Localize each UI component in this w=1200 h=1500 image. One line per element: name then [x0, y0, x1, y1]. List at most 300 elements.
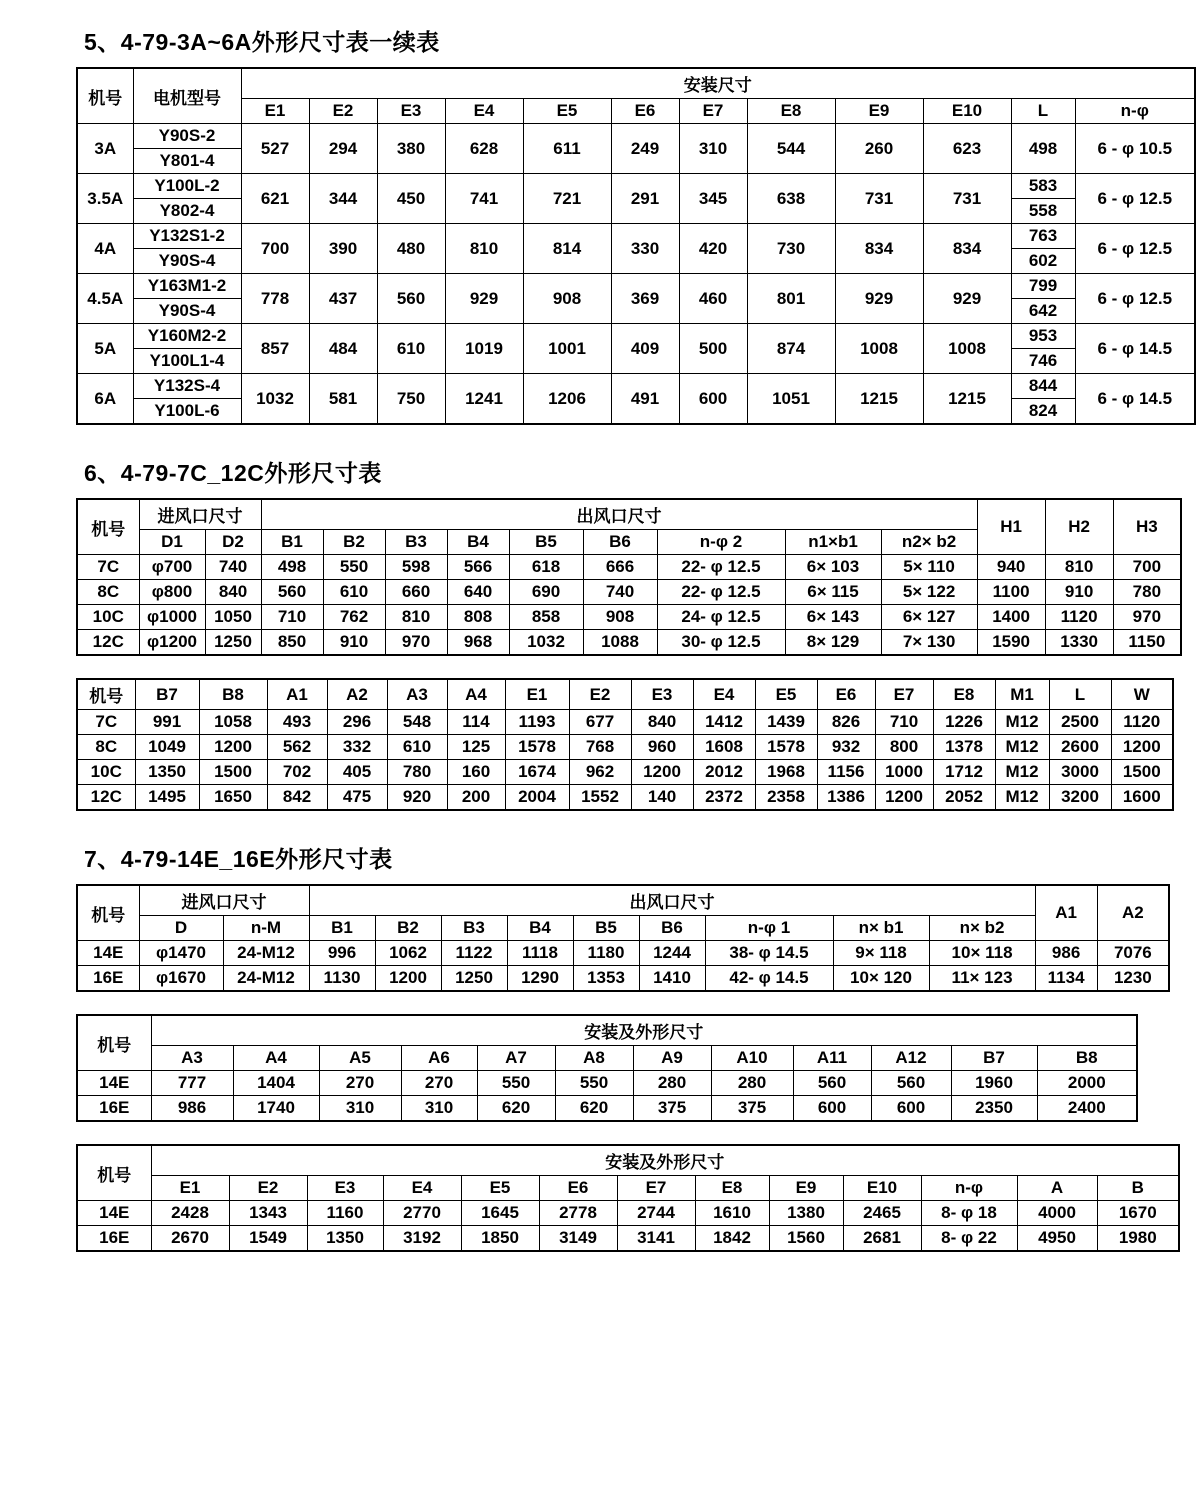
cell-e10: 623: [923, 124, 1011, 174]
cell-a10: 375: [711, 1096, 793, 1122]
table-row: [77, 630, 1181, 656]
cell-e7: 710: [875, 710, 933, 735]
table-7c-12c-part2: [76, 678, 1174, 811]
cell-e4: 1241: [445, 374, 523, 425]
cell-b1: 1130: [309, 966, 375, 992]
cell-b7: 1049: [135, 735, 199, 760]
header-b: B: [1097, 1176, 1179, 1201]
table-14e-16e-part2: [76, 1014, 1138, 1122]
cell-b4: 566: [447, 555, 509, 580]
cell-n-phi: 8- φ 22: [921, 1226, 1017, 1252]
cell-a4: 1404: [233, 1071, 319, 1096]
table-subheader-row: [77, 99, 1195, 124]
header-a2: A2: [327, 679, 387, 710]
cell-e9: 1215: [835, 374, 923, 425]
header-d: D: [139, 916, 223, 941]
table-row: [77, 785, 1173, 811]
header-b7: B7: [135, 679, 199, 710]
cell-e4: 1412: [693, 710, 755, 735]
cell-a5: 270: [319, 1071, 401, 1096]
cell-d2: 840: [205, 580, 261, 605]
table-header-row: [77, 1015, 1137, 1046]
header-w: W: [1111, 679, 1173, 710]
cell-machine-no: 16E: [77, 1226, 151, 1252]
header-b7: B7: [951, 1046, 1037, 1071]
header-n-phi: n-φ: [921, 1176, 1017, 1201]
cell-e7: 1200: [875, 785, 933, 811]
header-b3: B3: [385, 530, 447, 555]
cell-d: φ1470: [139, 941, 223, 966]
cell-e6: 369: [611, 274, 679, 324]
cell-d2: 1050: [205, 605, 261, 630]
header-machine-no: 机号: [77, 499, 139, 555]
cell-b5: 1353: [573, 966, 639, 992]
cell-motor-model: Y160M2-2: [133, 324, 241, 349]
header-l: L: [1011, 99, 1075, 124]
cell-a2: 405: [327, 760, 387, 785]
cell-e2: 962: [569, 760, 631, 785]
cell-a4: 125: [447, 735, 505, 760]
cell-a6: 270: [401, 1071, 477, 1096]
cell-e2: 294: [309, 124, 377, 174]
cell-a1: 702: [267, 760, 327, 785]
cell-b1: 498: [261, 555, 323, 580]
cell-n-phi2: 24- φ 12.5: [657, 605, 785, 630]
cell-a3: 920: [387, 785, 447, 811]
cell-h3: 1150: [1113, 630, 1181, 656]
cell-e4: 810: [445, 224, 523, 274]
cell-b5: 690: [509, 580, 583, 605]
cell-n-phi: 6 - φ 12.5: [1075, 274, 1195, 324]
cell-e2: 1549: [229, 1226, 307, 1252]
header-e9: E9: [769, 1176, 843, 1201]
header-outlet-dims: 出风口尺寸: [309, 885, 1035, 916]
cell-d1: φ1000: [139, 605, 205, 630]
cell-h1: 1100: [977, 580, 1045, 605]
cell-a12: 600: [871, 1096, 951, 1122]
cell-d2: 1250: [205, 630, 261, 656]
cell-nxb1: 9× 118: [833, 941, 929, 966]
header-inlet-dims: 进风口尺寸: [139, 499, 261, 530]
header-b5: B5: [509, 530, 583, 555]
cell-e8: 874: [747, 324, 835, 374]
cell-e9: 731: [835, 174, 923, 224]
cell-l: 2500: [1049, 710, 1111, 735]
table-row: [77, 941, 1169, 966]
header-e3: E3: [377, 99, 445, 124]
cell-a: 4950: [1017, 1226, 1097, 1252]
cell-a2: 332: [327, 735, 387, 760]
table-3a-6a: [76, 67, 1196, 425]
cell-a7: 550: [477, 1071, 555, 1096]
cell-motor-model: Y132S1-2: [133, 224, 241, 249]
table-row: [77, 1071, 1137, 1096]
cell-motor-model: Y163M1-2: [133, 274, 241, 299]
cell-e8: 1610: [695, 1201, 769, 1226]
cell-b3: 970: [385, 630, 447, 656]
cell-e6: 3149: [539, 1226, 617, 1252]
header-install-outline-dims: 安装及外形尺寸: [151, 1145, 1179, 1176]
header-b4: B4: [507, 916, 573, 941]
cell-a3: 610: [387, 735, 447, 760]
cell-e1: 700: [241, 224, 309, 274]
cell-e7: 310: [679, 124, 747, 174]
cell-e2: 1552: [569, 785, 631, 811]
cell-h3: 970: [1113, 605, 1181, 630]
cell-e10: 731: [923, 174, 1011, 224]
cell-d: φ1670: [139, 966, 223, 992]
cell-machine-no: 14E: [77, 1071, 151, 1096]
cell-e10: 834: [923, 224, 1011, 274]
cell-e4: 3192: [383, 1226, 461, 1252]
header-e7: E7: [617, 1176, 695, 1201]
cell-h2: 910: [1045, 580, 1113, 605]
cell-n-phi: 6 - φ 12.5: [1075, 174, 1195, 224]
cell-e3: 610: [377, 324, 445, 374]
cell-b7: 1960: [951, 1071, 1037, 1096]
cell-e1: 1674: [505, 760, 569, 785]
header-inlet-dims: 进风口尺寸: [139, 885, 309, 916]
cell-d2: 740: [205, 555, 261, 580]
header-b6: B6: [639, 916, 705, 941]
cell-machine-no: 3.5A: [77, 174, 133, 224]
header-l: L: [1049, 679, 1111, 710]
cell-a8: 620: [555, 1096, 633, 1122]
cell-e8: 1051: [747, 374, 835, 425]
table-7c-12c-part1: [76, 498, 1182, 656]
header-b1: B1: [261, 530, 323, 555]
cell-b2: 1062: [375, 941, 441, 966]
cell-n-phi2: 30- φ 12.5: [657, 630, 785, 656]
cell-h1: 940: [977, 555, 1045, 580]
cell-e2: 768: [569, 735, 631, 760]
cell-b5: 1032: [509, 630, 583, 656]
cell-e8: 638: [747, 174, 835, 224]
cell-e1: 1578: [505, 735, 569, 760]
cell-d1: φ1200: [139, 630, 205, 656]
header-e8: E8: [695, 1176, 769, 1201]
table-subheader-row: [77, 916, 1169, 941]
cell-e5: 721: [523, 174, 611, 224]
cell-e4: 1019: [445, 324, 523, 374]
header-a4: A4: [447, 679, 505, 710]
cell-e5: 1206: [523, 374, 611, 425]
cell-b6: 666: [583, 555, 657, 580]
cell-e10: 2681: [843, 1226, 921, 1252]
header-machine-no: 机号: [77, 68, 133, 124]
cell-motor-model: Y132S-4: [133, 374, 241, 399]
cell-machine-no: 16E: [77, 1096, 151, 1122]
cell-motor-model: Y100L-2: [133, 174, 241, 199]
cell-e5: 1001: [523, 324, 611, 374]
cell-motor-model: Y90S-2: [133, 124, 241, 149]
cell-e1: 1032: [241, 374, 309, 425]
cell-b6: 1088: [583, 630, 657, 656]
cell-e8: 2052: [933, 785, 995, 811]
cell-e6: 330: [611, 224, 679, 274]
cell-machine-no: 6A: [77, 374, 133, 425]
cell-a4: 1740: [233, 1096, 319, 1122]
cell-a6: 310: [401, 1096, 477, 1122]
cell-h2: 1330: [1045, 630, 1113, 656]
cell-h1: 1590: [977, 630, 1045, 656]
cell-e10: 1008: [923, 324, 1011, 374]
cell-e8: 730: [747, 224, 835, 274]
cell-a1: 1134: [1035, 966, 1097, 992]
cell-m1: M12: [995, 710, 1049, 735]
header-e3: E3: [307, 1176, 383, 1201]
table-row: [77, 760, 1173, 785]
cell-machine-no: 12C: [77, 785, 135, 811]
cell-e3: 750: [377, 374, 445, 425]
cell-machine-no: 7C: [77, 710, 135, 735]
cell-a8: 550: [555, 1071, 633, 1096]
header-nxb2: n× b2: [929, 916, 1035, 941]
cell-machine-no: 10C: [77, 605, 139, 630]
section-5: [0, 0, 1200, 425]
cell-b2: 550: [323, 555, 385, 580]
header-n-phi: n-φ: [1075, 99, 1195, 124]
cell-l: 3200: [1049, 785, 1111, 811]
spacer: [0, 992, 1200, 1014]
table-header-row: [77, 68, 1195, 99]
cell-h3: 780: [1113, 580, 1181, 605]
cell-machine-no: 10C: [77, 760, 135, 785]
cell-e4: 2372: [693, 785, 755, 811]
header-b2: B2: [323, 530, 385, 555]
cell-e8: 1842: [695, 1226, 769, 1252]
cell-l: 602: [1011, 249, 1075, 274]
table-row: [77, 274, 1195, 299]
cell-e7: 800: [875, 735, 933, 760]
header-a11: A11: [793, 1046, 871, 1071]
table-row: [77, 1096, 1137, 1122]
header-e9: E9: [835, 99, 923, 124]
cell-l: 642: [1011, 299, 1075, 324]
cell-w: 1500: [1111, 760, 1173, 785]
cell-e2: 1343: [229, 1201, 307, 1226]
cell-b6: 740: [583, 580, 657, 605]
cell-a2: 296: [327, 710, 387, 735]
cell-a11: 600: [793, 1096, 871, 1122]
cell-a3: 780: [387, 760, 447, 785]
table-row: [77, 605, 1181, 630]
cell-h1: 1400: [977, 605, 1045, 630]
cell-e1: 2004: [505, 785, 569, 811]
cell-b1: 560: [261, 580, 323, 605]
cell-a4: 200: [447, 785, 505, 811]
header-a1: A1: [267, 679, 327, 710]
cell-h3: 700: [1113, 555, 1181, 580]
header-a3: A3: [387, 679, 447, 710]
cell-e6: 826: [817, 710, 875, 735]
header-h3: H3: [1113, 499, 1181, 555]
cell-e9: 929: [835, 274, 923, 324]
cell-n-phi: 6 - φ 12.5: [1075, 224, 1195, 274]
header-n-phi1: n-φ 1: [705, 916, 833, 941]
cell-e9: 1560: [769, 1226, 843, 1252]
cell-n-phi: 6 - φ 14.5: [1075, 374, 1195, 425]
section-6: [0, 425, 1200, 811]
cell-e1: 2670: [151, 1226, 229, 1252]
cell-b5: 1180: [573, 941, 639, 966]
cell-e5: 1578: [755, 735, 817, 760]
table-row: [77, 555, 1181, 580]
header-e1: E1: [505, 679, 569, 710]
cell-e4: 2770: [383, 1201, 461, 1226]
cell-e3: 1160: [307, 1201, 383, 1226]
header-n-m: n-M: [223, 916, 309, 941]
cell-e5: 1439: [755, 710, 817, 735]
header-machine-no: 机号: [77, 679, 135, 710]
cell-d1: φ700: [139, 555, 205, 580]
cell-b3: 660: [385, 580, 447, 605]
cell-nxb2: 10× 118: [929, 941, 1035, 966]
header-e4: E4: [445, 99, 523, 124]
cell-e9: 834: [835, 224, 923, 274]
header-e5: E5: [523, 99, 611, 124]
header-e7: E7: [875, 679, 933, 710]
cell-a3: 777: [151, 1071, 233, 1096]
header-a3: A3: [151, 1046, 233, 1071]
cell-l: 763: [1011, 224, 1075, 249]
cell-e2: 344: [309, 174, 377, 224]
header-e6: E6: [539, 1176, 617, 1201]
cell-e5: 611: [523, 124, 611, 174]
cell-n-phi: 6 - φ 14.5: [1075, 324, 1195, 374]
header-nxb1: n× b1: [833, 916, 929, 941]
cell-b4: 1290: [507, 966, 573, 992]
header-install-outline-dims: 安装及外形尺寸: [151, 1015, 1137, 1046]
cell-a2: 475: [327, 785, 387, 811]
header-e1: E1: [241, 99, 309, 124]
cell-b4: 808: [447, 605, 509, 630]
header-e4: E4: [383, 1176, 461, 1201]
header-b5: B5: [573, 916, 639, 941]
cell-b3: 1250: [441, 966, 507, 992]
cell-m1: M12: [995, 785, 1049, 811]
cell-e1: 527: [241, 124, 309, 174]
cell-a5: 310: [319, 1096, 401, 1122]
cell-n-m: 24-M12: [223, 941, 309, 966]
cell-e1: 1193: [505, 710, 569, 735]
table-row: [77, 124, 1195, 149]
header-d1: D1: [139, 530, 205, 555]
header-b2: B2: [375, 916, 441, 941]
cell-b6: 908: [583, 605, 657, 630]
cell-e2: 390: [309, 224, 377, 274]
header-e10: E10: [843, 1176, 921, 1201]
cell-l: 953: [1011, 324, 1075, 349]
cell-a1: 986: [1035, 941, 1097, 966]
cell-n-phi: 6 - φ 10.5: [1075, 124, 1195, 174]
cell-e7: 1000: [875, 760, 933, 785]
header-e8: E8: [747, 99, 835, 124]
cell-e1: 857: [241, 324, 309, 374]
header-a9: A9: [633, 1046, 711, 1071]
cell-e10: 1215: [923, 374, 1011, 425]
table-subheader-row: [77, 1176, 1179, 1201]
header-b6: B6: [583, 530, 657, 555]
cell-b1: 850: [261, 630, 323, 656]
cell-b5: 618: [509, 555, 583, 580]
header-h2: H2: [1045, 499, 1113, 555]
cell-machine-no: 7C: [77, 555, 139, 580]
header-install-dims: 安装尺寸: [241, 68, 1195, 99]
cell-n-m: 24-M12: [223, 966, 309, 992]
cell-e9: 1008: [835, 324, 923, 374]
cell-a4: 114: [447, 710, 505, 735]
cell-motor-model: Y801-4: [133, 149, 241, 174]
cell-e8: 544: [747, 124, 835, 174]
header-n-phi2: n-φ 2: [657, 530, 785, 555]
cell-b2: 610: [323, 580, 385, 605]
header-e4: E4: [693, 679, 755, 710]
cell-e5: 814: [523, 224, 611, 274]
cell-e8: 801: [747, 274, 835, 324]
cell-e2: 677: [569, 710, 631, 735]
cell-n-phi: 8- φ 18: [921, 1201, 1017, 1226]
cell-a9: 280: [633, 1071, 711, 1096]
cell-e1: 621: [241, 174, 309, 224]
header-a5: A5: [319, 1046, 401, 1071]
cell-a11: 560: [793, 1071, 871, 1096]
header-h1: H1: [977, 499, 1045, 555]
header-b8: B8: [199, 679, 267, 710]
table-row: [77, 580, 1181, 605]
cell-l: 3000: [1049, 760, 1111, 785]
cell-e2: 484: [309, 324, 377, 374]
cell-e5: 1968: [755, 760, 817, 785]
cell-n2xb2: 6× 127: [881, 605, 977, 630]
cell-a12: 560: [871, 1071, 951, 1096]
header-e3: E3: [631, 679, 693, 710]
header-e2: E2: [569, 679, 631, 710]
cell-e3: 1200: [631, 760, 693, 785]
cell-e7: 500: [679, 324, 747, 374]
cell-a3: 986: [151, 1096, 233, 1122]
cell-nxb2: 11× 123: [929, 966, 1035, 992]
cell-l: 844: [1011, 374, 1075, 399]
table-subheader-row: [77, 1046, 1137, 1071]
cell-e3: 380: [377, 124, 445, 174]
cell-a2: 7076: [1097, 941, 1169, 966]
cell-motor-model: Y100L-6: [133, 399, 241, 425]
header-a1: A1: [1035, 885, 1097, 941]
cell-e3: 560: [377, 274, 445, 324]
cell-b8: 1650: [199, 785, 267, 811]
cell-n-phi1: 38- φ 14.5: [705, 941, 833, 966]
cell-l: 824: [1011, 399, 1075, 425]
cell-a1: 562: [267, 735, 327, 760]
cell-e3: 960: [631, 735, 693, 760]
cell-e4: 1608: [693, 735, 755, 760]
header-b3: B3: [441, 916, 507, 941]
header-outlet-dims: 出风口尺寸: [261, 499, 977, 530]
cell-e3: 480: [377, 224, 445, 274]
table-row: [77, 324, 1195, 349]
cell-e2: 437: [309, 274, 377, 324]
cell-motor-model: Y100L1-4: [133, 349, 241, 374]
cell-n1xb1: 8× 129: [785, 630, 881, 656]
cell-b6: 1244: [639, 941, 705, 966]
cell-n2xb2: 5× 122: [881, 580, 977, 605]
cell-e7: 420: [679, 224, 747, 274]
table-header-row: [77, 679, 1173, 710]
cell-e1: 778: [241, 274, 309, 324]
cell-l: 498: [1011, 124, 1075, 174]
cell-a10: 280: [711, 1071, 793, 1096]
